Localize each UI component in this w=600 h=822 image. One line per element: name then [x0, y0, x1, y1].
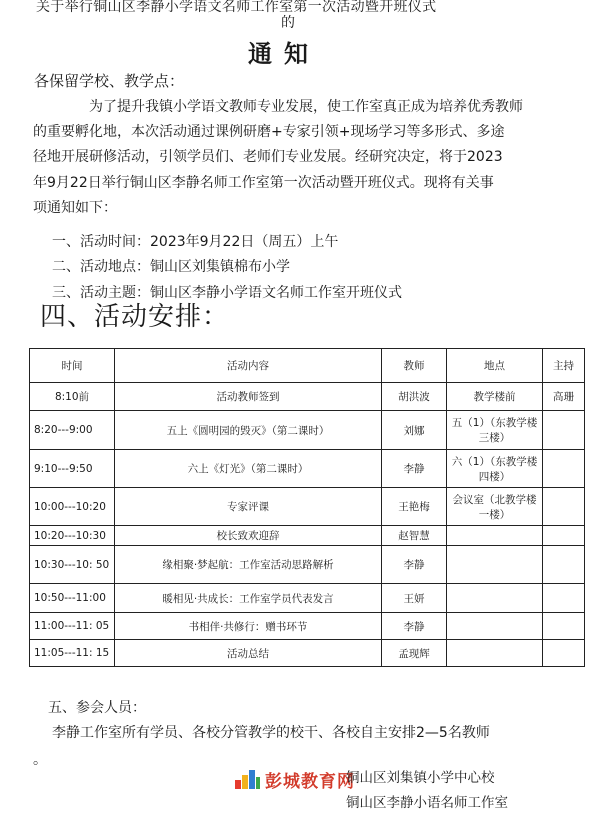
- cell-teacher: 赵智慧: [382, 526, 447, 546]
- cell-time: 8:10前: [30, 383, 115, 411]
- cell-time: 9:10---9:50: [30, 450, 115, 488]
- column-header-time: 时间: [30, 349, 115, 383]
- intro-line: 的重要孵化地，本次活动通过课例研磨+专家引领+现场学习等多形式、多途: [33, 124, 505, 141]
- cell-place: 教学楼前: [447, 383, 543, 411]
- intro-line: 为了提升我镇小学语文教师专业发展，使工作室真正成为培养优秀教师: [89, 99, 523, 115]
- cell-content: 缘相聚·梦起航：工作室活动思路解析: [115, 546, 382, 584]
- watermark-text: 彭城教育网: [265, 772, 355, 792]
- arrangement-heading: 四、活动安排：: [40, 302, 230, 332]
- intro-line: 项通知如下：: [33, 199, 117, 216]
- cell-host: [543, 526, 585, 546]
- schedule-table: [29, 348, 585, 667]
- intro-paragraph: [33, 95, 567, 221]
- cell-host: [543, 546, 585, 584]
- table-row: [30, 488, 585, 526]
- cell-teacher: 王妍: [382, 584, 447, 613]
- table-row: [30, 613, 585, 640]
- cell-time: 10:50---11:00: [30, 584, 115, 613]
- activity-theme: 三、活动主题：铜山区李静小学语文名师工作室开班仪式: [52, 285, 402, 301]
- activity-time: 一、活动时间：2023年9月22日（周五）上午: [52, 234, 339, 250]
- cell-content: 书相伴·共修行：赠书环节: [115, 613, 382, 640]
- column-header-content: 活动内容: [115, 349, 382, 383]
- cell-time: 8:20---9:00: [30, 411, 115, 450]
- cell-teacher: 李静: [382, 450, 447, 488]
- participants-text: 李静工作室所有学员、各校分管教学的校干、各校自主安排2—5名教师: [52, 725, 490, 741]
- cell-host: [543, 411, 585, 450]
- column-header-teacher: 教师: [382, 349, 447, 383]
- cell-content: 专家评课: [115, 488, 382, 526]
- notice-title-line2: 的: [281, 15, 295, 31]
- cell-time: 11:05---11: 15: [30, 640, 115, 667]
- cell-place: [447, 526, 543, 546]
- cell-teacher: 李静: [382, 546, 447, 584]
- cell-teacher: 孟现辉: [382, 640, 447, 667]
- table-header-row: [30, 349, 585, 383]
- table-row: [30, 411, 585, 450]
- cell-host: 高珊: [543, 383, 585, 411]
- cell-place: [447, 584, 543, 613]
- participants-heading: 五、参会人员：: [48, 700, 146, 716]
- cell-time: 11:00---11: 05: [30, 613, 115, 640]
- table-row: [30, 526, 585, 546]
- cell-time: 10:00---10:20: [30, 488, 115, 526]
- cell-content: 五上《圆明园的毁灭》（第二课时）: [115, 411, 382, 450]
- notice-title-line1: 关于举行铜山区李静小学语文名师工作室第一次活动暨开班仪式: [36, 0, 437, 15]
- table-row: [30, 546, 585, 584]
- salutation: 各保留学校、教学点：: [34, 72, 185, 90]
- intro-line: 年9月22日举行铜山区李静名师工作室第一次活动暨开班仪式。现将有关事: [33, 174, 494, 191]
- column-header-place: 地点: [447, 349, 543, 383]
- watermark-logo: [233, 766, 355, 792]
- cell-content: 校长致欢迎辞: [115, 526, 382, 546]
- cell-teacher: 胡洪波: [382, 383, 447, 411]
- participants-tail: 。: [33, 752, 47, 768]
- notice-main-title: 通知: [248, 40, 320, 68]
- signature-line2: 铜山区李静小语名师工作室: [346, 795, 508, 811]
- cell-host: [543, 488, 585, 526]
- cell-teacher: 王艳梅: [382, 488, 447, 526]
- cell-content: 六上《灯光》（第二课时）: [115, 450, 382, 488]
- table-row: [30, 450, 585, 488]
- table-row: [30, 640, 585, 667]
- cell-content: 暖相见·共成长：工作室学员代表发言: [115, 584, 382, 613]
- book-icon: [233, 766, 261, 790]
- cell-place: [447, 546, 543, 584]
- cell-time: 10:30---10: 50: [30, 546, 115, 584]
- cell-host: [543, 640, 585, 667]
- cell-place: 五（1）（东教学楼三楼）: [447, 411, 543, 450]
- activity-place: 二、活动地点：铜山区刘集镇棉布小学: [52, 259, 290, 275]
- table-row: [30, 584, 585, 613]
- cell-host: [543, 613, 585, 640]
- cell-place: 会议室（北教学楼一楼）: [447, 488, 543, 526]
- cell-place: 六（1）（东教学楼四楼）: [447, 450, 543, 488]
- cell-host: [543, 450, 585, 488]
- column-header-host: 主持: [543, 349, 585, 383]
- cell-place: [447, 640, 543, 667]
- cell-content: 活动教师签到: [115, 383, 382, 411]
- intro-line: 径地开展研修活动，引领学员们、老师们专业发展。经研究决定，将于2023: [33, 149, 503, 166]
- cell-time: 10:20---10:30: [30, 526, 115, 546]
- cell-content: 活动总结: [115, 640, 382, 667]
- cell-teacher: 刘娜: [382, 411, 447, 450]
- cell-teacher: 李静: [382, 613, 447, 640]
- table-row: [30, 383, 585, 411]
- cell-host: [543, 584, 585, 613]
- cell-place: [447, 613, 543, 640]
- signature-line1: 铜山区刘集镇小学中心校: [346, 770, 495, 786]
